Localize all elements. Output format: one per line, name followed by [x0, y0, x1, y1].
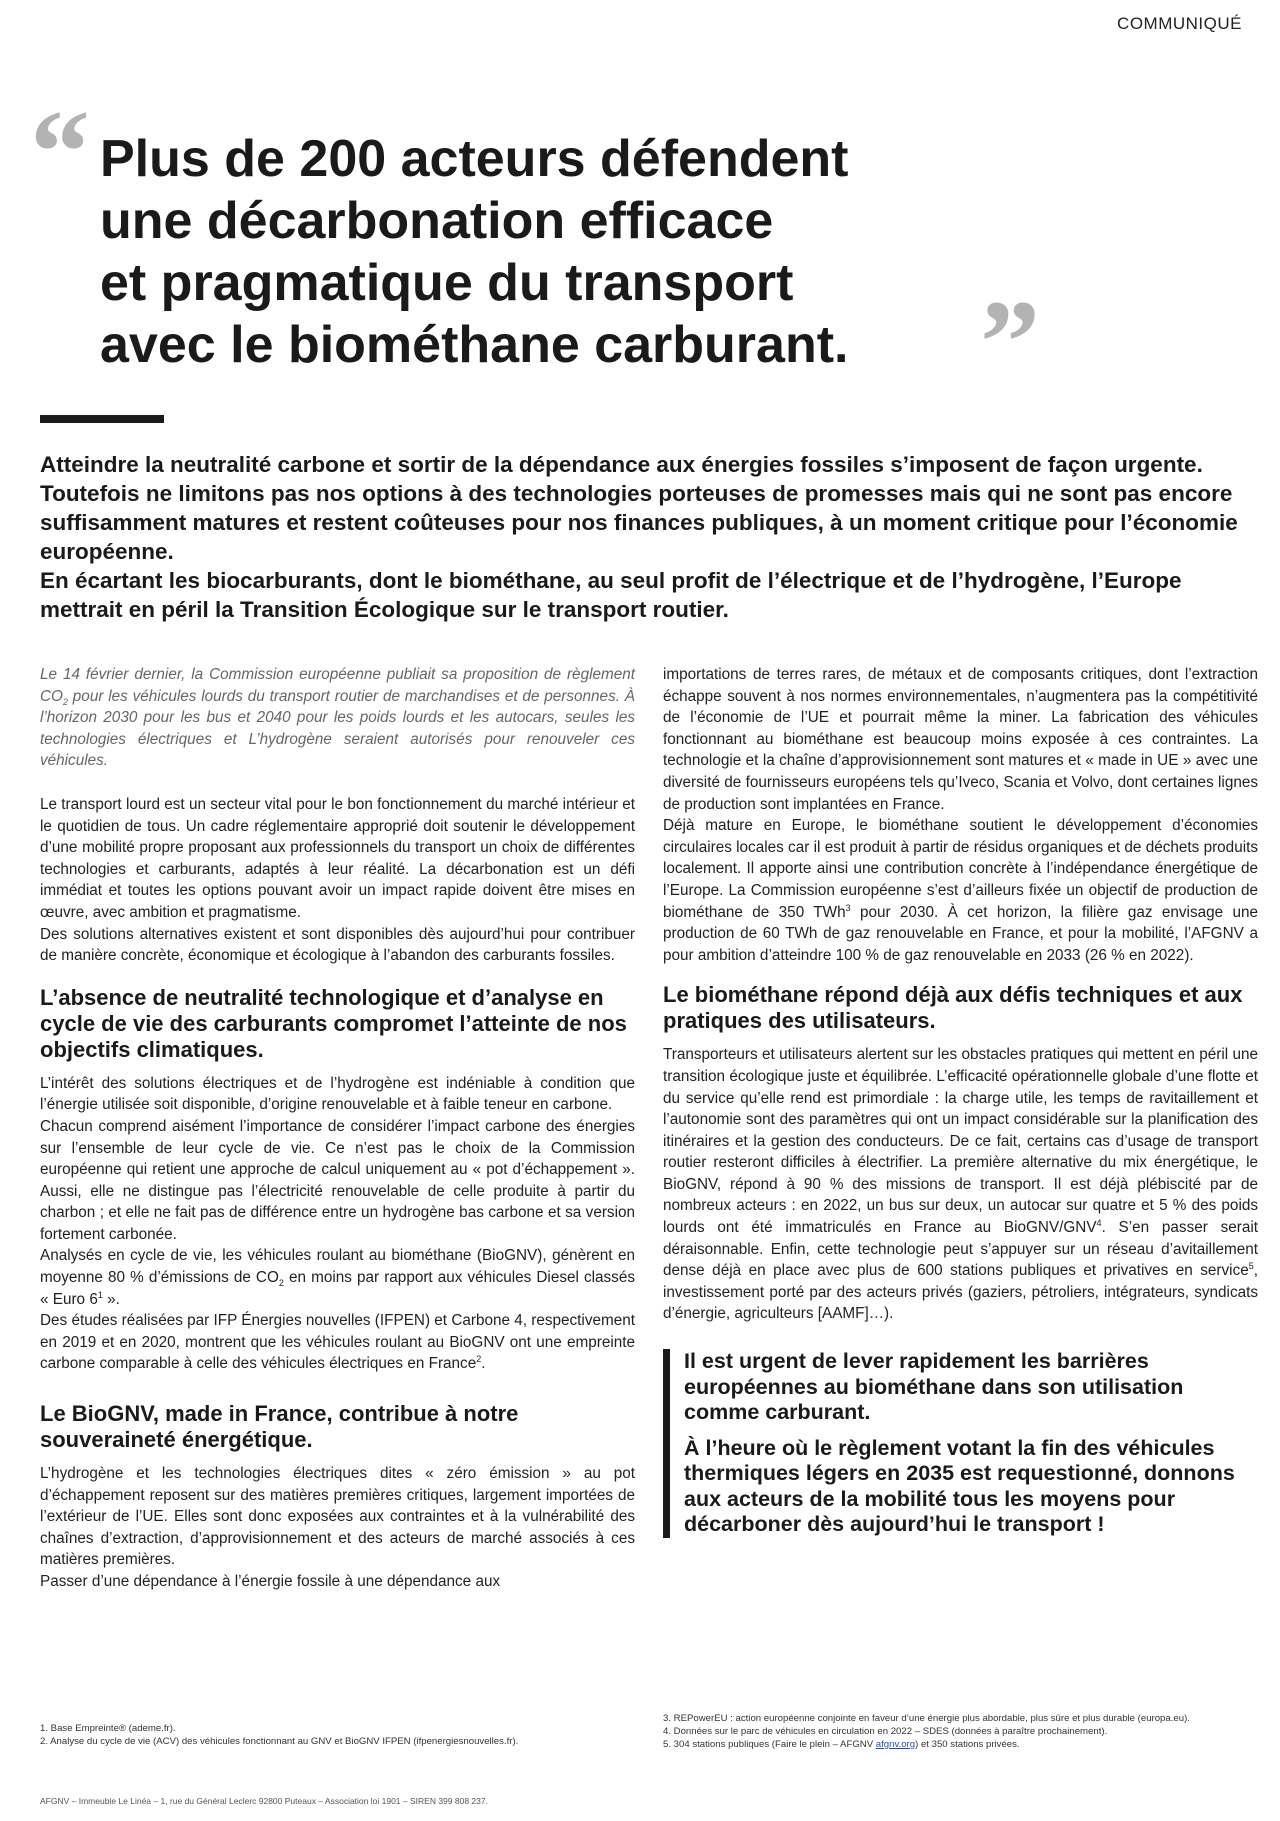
- body-paragraph: Chacun comprend aisément l’importance de considérer l’impact carbone des énergies sur l’ensemble de leur cycle de vie. Ce n’est pas le choix de la Commission européenne qui retient une approche de calcul uniquement au « pot d’échappement ». Aussi, elle ne distingue pas l’électricité renouvelable de celle produite à partir du charbon ; et elle ne fait pas de différence entre un hydrogène bas carbone et sa version fortement carbonée.: [40, 1117, 635, 1243]
- body-paragraph: Des études réalisées par IFP Énergies nouvelles (IFPEN) et Carbone 4, respectivement en 2019 et en 2020, montrent que les véhicules roulant au BioGNV ont une empreinte carbone comparable à celle des véhicules électriques en France$^2$.: [40, 1312, 635, 1373]
- headline-divider: [40, 415, 164, 423]
- open-quote-mark: “: [30, 85, 90, 218]
- afgnv-link[interactable]: afgnv.org: [875, 1739, 916, 1750]
- body-paragraph: L’intérêt des solutions électriques et de l’hydrogène est indéniable à condition que l’énergie utilisée soit disponible, d’origine renouvelable et à faible teneur en carbone.: [40, 1074, 635, 1114]
- body-paragraph: Passer d’une dépendance à l’énergie fossile à une dépendance aux: [40, 1573, 501, 1590]
- left-column: [40, 664, 635, 1593]
- lead-paragraph: Atteindre la neutralité carbone et sortir de la dépendance aux énergies fossiles s’imposent de façon urgente. Toutefois ne limitons pas nos options à des technologies porteuses de promesses mais qui ne sont pas encore suffisamment matures et restent coûteuses pour nos finances publiques, à un moment critique pour l’économie européenne.: [40, 452, 1238, 564]
- section-heading: L’absence de neutralité technologique et d’analyse en cycle de vie des carburants compromet l’atteinte de nos objectifs climatiques.: [40, 984, 627, 1062]
- headline-line: Plus de 200 acteurs défendent: [100, 130, 849, 188]
- legal-notice: AFGNV – Immeuble Le Linéa – 1, rue du Général Leclerc 92800 Puteaux – Association loi 1901 – SIREN 399 808 237.: [40, 1796, 488, 1806]
- section-heading: Le BioGNV, made in France, contribue à notre souveraineté énergétique.: [40, 1401, 519, 1453]
- headline-line: et pragmatique du transport: [100, 254, 794, 312]
- footnote: 4. Données sur le parc de véhicules en circulation en 2022 – SDES (données à paraître prochainement).: [663, 1726, 1108, 1737]
- lead-paragraph: En écartant les biocarburants, dont le biométhane, au seul profit de l’électrique et de l’hydrogène, l’Europe mettrait en péril la Transition Écologique sur le transport routier.: [40, 568, 1182, 622]
- footnote: 2. Analyse du cycle de vie (ACV) des véhicules fonctionnant au GNV et BioGNV IFPEN (ifpenergiesnouvelles.fr).: [40, 1736, 519, 1747]
- body-paragraph: Transporteurs et utilisateurs alertent sur les obstacles pratiques qui mettent en péril une transition écologique juste et équilibrée. L’efficacité opérationnelle globale d’une flotte et du service qu’elle rend est primordiale : la charge utile, les temps de ravitaillement et l’autonomie sont des paramètres qui ont un impact considérable sur la planification des itinéraires et la gestion des conducteurs. De ce fait, certains cas d’usage de transport routier resteront difficiles à électrifier. La première alternative du mix énergétique, le BioGNV, répond à 90 % des missions de transport. Il est déjà plébiscité par de nombreux acteurs : en 2022, un bus sur deux, un autocar sur quatre et 5 % des poids lourds ont été immatriculés en France au BioGNV/GNV$^4$. S’en passer serait déraisonnable. Enfin, cette technologie peut s’appuyer sur un réseau d’avitaillement dense déjà en place avec plus de 600 stations publiques et privatives en service$^5$, investissement porté par des acteurs privés (gaziers, pétroliers, intégrateurs, syndicats d’énergie, agriculteurs [AAMF]…).: [663, 1046, 1258, 1323]
- close-quote-mark: ”: [980, 275, 1040, 408]
- body-paragraph: importations de terres rares, de métaux et de composants critiques, dont l’extraction échappe souvent à nos normes environnementales, n’augmentera pas la compétitivité de l’économie de l’UE et pourrait même la miner. La fabrication des véhicules fonctionnant au biométhane est beaucoup moins exposée à ces contraintes. La technologie et la chaîne d’approvisionnement sont matures et « made in UE » avec une diversité de fournisseurs européens tels qu’Iveco, Scania et Volvo, dont certaines lignes de production sont implantées en France.: [663, 666, 1258, 813]
- callout-box: [663, 1349, 1258, 1538]
- callout-text: À l’heure où le règlement votant la fin des véhicules thermiques légers en 2035 est requestionné, donnons aux acteurs de la mobilité tous les moyens pour décarboner dès aujourd’hui le transport !: [684, 1435, 1235, 1537]
- callout-text: Il est urgent de lever rapidement les barrières européennes au biométhane dans son utilisation comme carburant.: [684, 1349, 1184, 1425]
- footnote: 3. REPowerEU : action européenne conjointe en faveur d’une énergie plus abordable, plus sûre et plus durable (europa.eu).: [663, 1713, 1190, 1724]
- right-column: [663, 664, 1258, 1548]
- headline: [100, 128, 1060, 376]
- body-paragraph: Des solutions alternatives existent et sont disponibles dès aujourd’hui pour contribuer de manière concrète, économique et écologique à l’abandon des carburants fossiles.: [40, 925, 635, 965]
- body-paragraph: Le transport lourd est un secteur vital pour le bon fonctionnement du marché intérieur et le quotidien de tous. Un cadre réglementaire approprié doit soutenir le développement d’une mobilité propre proposant aux professionnels du transport un choix de différentes technologies et carburants, adaptés à leur réalité. La décarbonation est un défi immédiat et toutes les options pouvant avoir un impact rapide doivent être mises en œuvre, avec ambition et pragmatisme.: [40, 795, 635, 921]
- footnotes-right: [663, 1712, 1258, 1751]
- section-heading: Le biométhane répond déjà aux défis techniques et aux pratiques des utilisateurs.: [663, 982, 1243, 1034]
- headline-line: avec le biométhane carburant.: [100, 316, 849, 374]
- body-paragraph: L’hydrogène et les technologies électriques dites « zéro émission » au pot d’échappement reposent sur des matières premières critiques, largement importées de l’extérieur de l’UE. Elles sont donc exposées aux contraintes et à la vulnérabilité des chaînes d’extraction, d’approvisionnement et des acteurs de marché associés à ces matières premières.: [40, 1465, 635, 1569]
- headline-line: une décarbonation efficace: [100, 192, 774, 250]
- document-tag: COMMUNIQUÉ: [1117, 14, 1242, 33]
- lead-paragraphs: [40, 450, 1240, 624]
- body-paragraph: Analysés en cycle de vie, les véhicules roulant au biométhane (BioGNV), génèrent en moyenne 80 % d’émissions de $CO_2$ en moins par rapport aux véhicules Diesel classés « Euro $6^1$ ».: [40, 1247, 635, 1308]
- footnotes-left: [40, 1722, 635, 1748]
- footnote: 1. Base Empreinte® (ademe.fr).: [40, 1723, 176, 1734]
- body-paragraph: Déjà mature en Europe, le biométhane soutient le développement d’économies circulaires locales car il est produit à partir de résidus organiques et de déchets produits localement. Il apporte ainsi une contribution concrète à l’indépendance énergétique de l’Europe. La Commission européenne s’est d’ailleurs fixée un objectif de production de biométhane de 350 TWh$^3$ pour 2030. À cet horizon, la filière gaz envisage une production de 60 TWh de gaz renouvelable en France, et pour la mobilité, l’AFGNV a pour ambition d’atteindre 100 % de gaz renouvelable en 2033 (26 % en 2022).: [663, 817, 1258, 964]
- intro-paragraph: Le 14 février dernier, la Commission européenne publiait sa proposition de règlement $CO_2$ pour les véhicules lourds du transport routier de marchandises et de personnes. À l’horizon 2030 pour les bus et 2040 pour les poids lourds et les autocars, seules les technologies électriques et L’hydrogène seraient autorisés pour renouveler ces véhicules.: [40, 666, 635, 770]
- footnote: 5. 304 stations publiques (Faire le plein – AFGNV afgnv.org) et 350 stations privées.: [663, 1739, 1020, 1750]
